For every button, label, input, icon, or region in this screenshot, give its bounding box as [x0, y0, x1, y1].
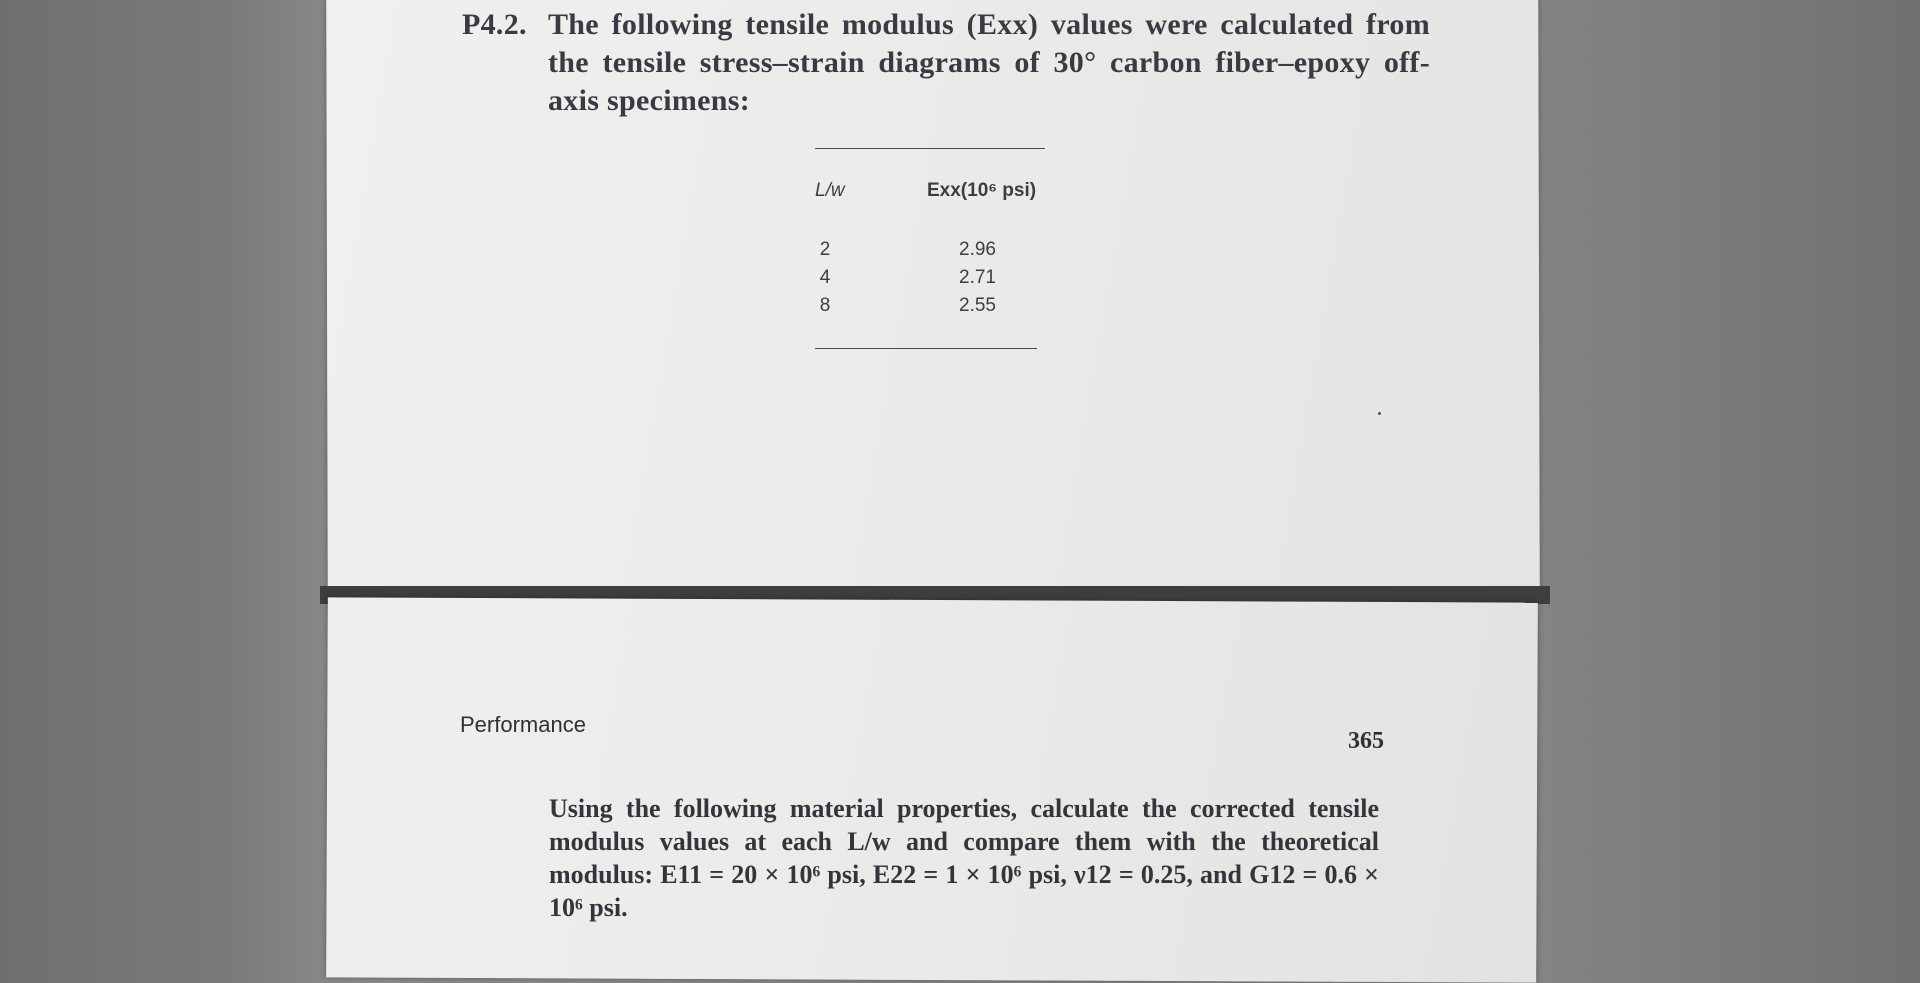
problem-text: The following tensile modulus (Exx) values were calculated from the tensile stress–strain diagrams of 30° carbon fiber–epoxy off-axis specimens: — [548, 8, 1430, 117]
table-cell-lw: 8 — [819, 295, 831, 316]
table-col-lw — [815, 236, 835, 320]
table-bottom-rule — [815, 348, 1037, 349]
running-head-section: Performance — [460, 712, 586, 737]
table-header-lw: L/w — [815, 180, 845, 201]
problem-number: P4.2. — [462, 8, 527, 41]
continuation-paragraph: Using the following material properties, calculate the corrected tensile modulus values at each L/w and compare them with the theoretical modulus: E11 = 20 × 10⁶ psi, E22 = 1 × 10⁶ psi, ν12 = 0.25, and G12 = 0.6 × 10⁶ psi. — [549, 794, 1379, 922]
table-col-exx — [959, 236, 1019, 320]
table-cell-exx: 2.55 — [959, 295, 996, 316]
page-number: 365 — [1348, 728, 1384, 754]
table-cell-lw: 4 — [819, 267, 831, 288]
problem-statement — [462, 6, 1430, 120]
table-header-exx: Exx(10⁶ psi) — [927, 180, 1037, 201]
table-cell-exx: 2.71 — [959, 267, 996, 288]
table-top-rule — [815, 148, 1045, 149]
table-cell-exx: 2.96 — [959, 239, 996, 260]
paper-speck — [1378, 412, 1381, 415]
bottom-page-card — [326, 597, 1538, 982]
table-cell-lw: 2 — [819, 239, 831, 260]
